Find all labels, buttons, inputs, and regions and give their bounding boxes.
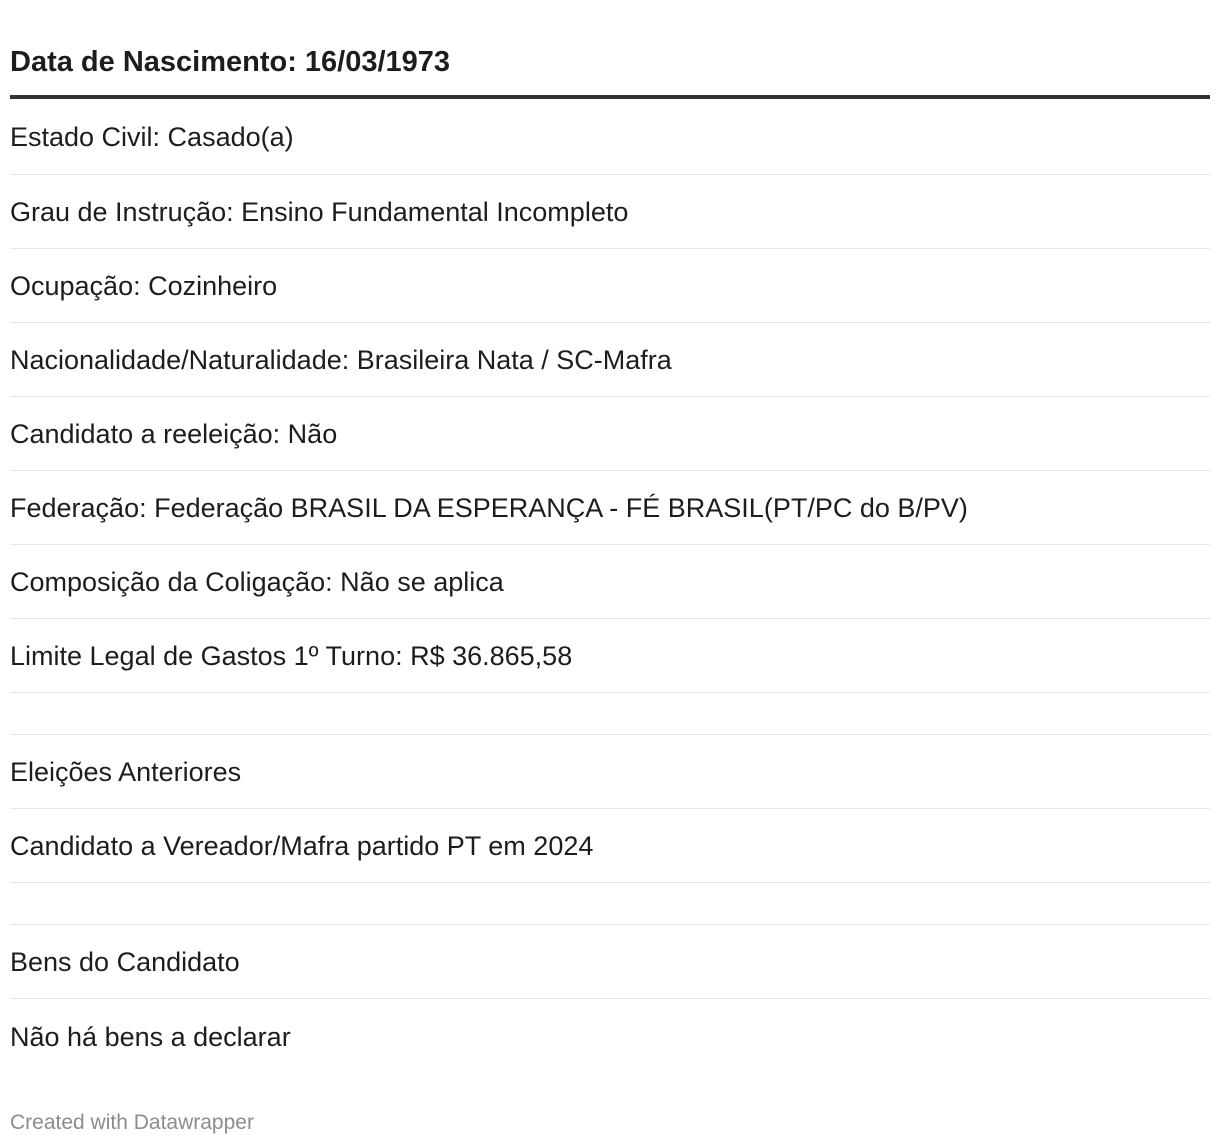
- table-row-reeleicao: [10, 397, 1210, 471]
- table-row-coligacao: [10, 545, 1210, 619]
- table-row-bens-declarar: [10, 999, 1210, 1073]
- table-cell: Candidato a Vereador/Mafra partido PT em 2024: [10, 831, 594, 861]
- table-row-nacionalidade: [10, 323, 1210, 397]
- table-cell: Federação: Federação BRASIL DA ESPERANÇA - FÉ BRASIL(PT/PC do B/PV): [10, 493, 968, 523]
- table-cell: Ocupação: Cozinheiro: [10, 271, 278, 301]
- table-row-grau-instrucao: [10, 175, 1210, 249]
- table-row-limite-gastos: [10, 619, 1210, 693]
- table-cell: Estado Civil: Casado(a): [10, 122, 294, 152]
- table-cell: Grau de Instrução: Ensino Fundamental Incompleto: [10, 197, 629, 227]
- table-cell: Bens do Candidato: [10, 947, 240, 977]
- header-cell: Data de Nascimento: 16/03/1973: [10, 46, 451, 78]
- table-row-ocupacao: [10, 249, 1210, 323]
- table-row-bens-candidato: [10, 925, 1210, 999]
- table-cell: Nacionalidade/Naturalidade: Brasileira Nata / SC-Mafra: [10, 345, 672, 375]
- table-cell: Composição da Coligação: Não se aplica: [10, 567, 504, 597]
- data-table: [10, 0, 1210, 1073]
- table-row-empty: [10, 693, 1210, 735]
- table-row-federacao: [10, 471, 1210, 545]
- table-header: [10, 0, 1210, 99]
- table-cell: Limite Legal de Gastos 1º Turno: R$ 36.865,58: [10, 641, 573, 671]
- table-row-candidatura-2024: [10, 809, 1210, 883]
- table-row-eleicoes-anteriores: [10, 735, 1210, 809]
- table-row-empty: [10, 883, 1210, 925]
- table-cell: Não há bens a declarar: [10, 1021, 291, 1052]
- table-row-estado-civil: [10, 99, 1210, 175]
- table-cell: Candidato a reeleição: Não: [10, 419, 338, 449]
- table-cell: Eleições Anteriores: [10, 757, 242, 787]
- datawrapper-credit: Created with Datawrapper: [10, 1111, 254, 1134]
